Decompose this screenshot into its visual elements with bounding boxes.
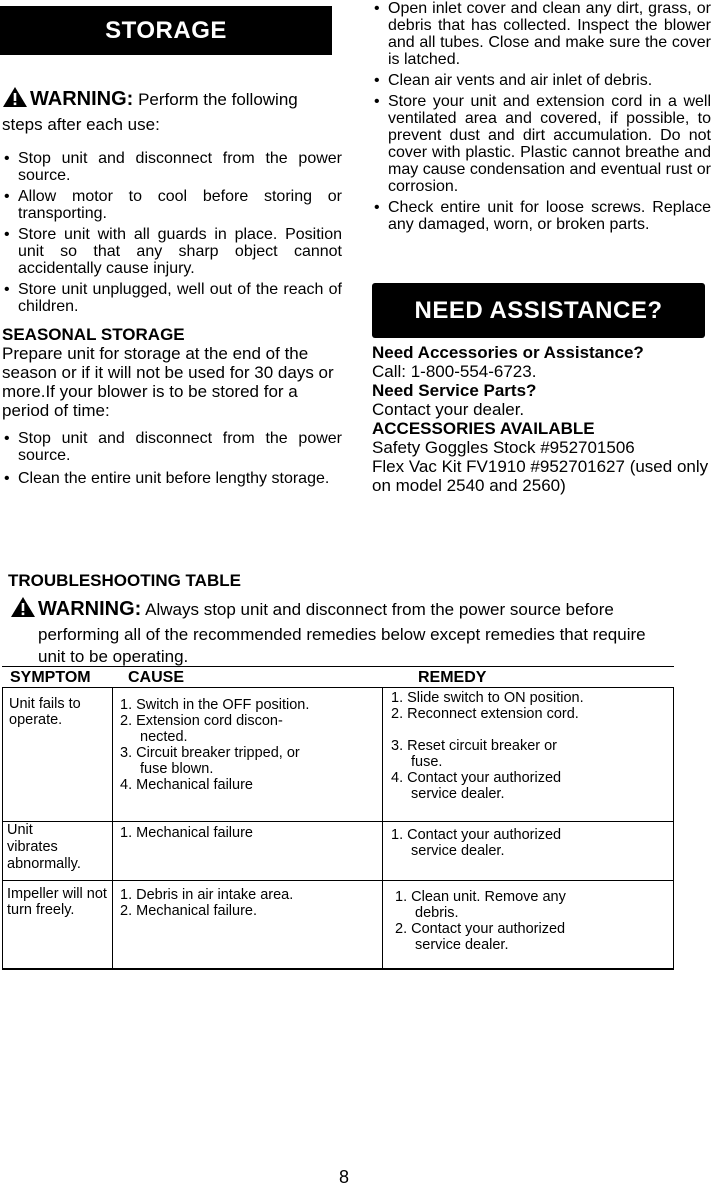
- flex-vac-item: Flex Vac Kit FV1910 #952701627 (used only on model 2540 and 2560): [372, 457, 709, 495]
- storage-warning: [2, 86, 342, 136]
- column-header-remedy: REMEDY: [418, 669, 487, 686]
- remedy-item: service dealer.: [411, 786, 505, 802]
- cause-item: 2. Extension cord discon-: [120, 713, 283, 729]
- table-bottom-rule: [2, 968, 674, 970]
- seasonal-steps-left: [2, 430, 342, 487]
- table-top-rule: [2, 666, 674, 667]
- table-row-2-causes: [120, 825, 375, 841]
- remedy-item: debris.: [415, 905, 459, 921]
- column-header-cause: CAUSE: [128, 669, 185, 686]
- storage-warning-word: WARNING:: [30, 88, 134, 110]
- table-row-1-causes: [120, 697, 375, 793]
- storage-banner: [0, 6, 332, 55]
- remedy-item: 1. Clean unit. Remove any: [395, 889, 566, 905]
- table-row-2-symptom: Unit vibrates abnormally.: [7, 822, 81, 872]
- storage-warning-text: Perform the following steps after each use:: [2, 90, 298, 134]
- storage-left-column: [2, 86, 342, 491]
- storage-right-column: [372, 0, 711, 237]
- list-item: • Stop unit and disconnect from the power source.: [2, 430, 342, 464]
- list-item: • Stop unit and disconnect from the power source.: [2, 150, 342, 184]
- remedy-item: 1. Slide switch to ON position.: [391, 690, 584, 706]
- list-item: • Store unit with all guards in place. Position unit so that any sharp object cannot accidentally cause injury.: [2, 226, 342, 277]
- table-row-rule: [2, 821, 674, 822]
- remedy-item: 1. Contact your authorized: [391, 827, 562, 843]
- table-column-rule: [382, 688, 383, 970]
- column-header-symptom: SYMPTOM: [10, 669, 91, 686]
- remedy-item: 3. Reset circuit breaker or: [391, 738, 558, 754]
- cause-item: 2. Mechanical failure.: [120, 903, 258, 919]
- accessories-available-heading: ACCESSORIES AVAILABLE: [372, 419, 595, 438]
- table-row-3-remedies: [395, 889, 670, 953]
- cause-item: 1. Switch in the OFF position.: [120, 697, 310, 713]
- remedy-item: 2. Reconnect extension cord.: [391, 706, 579, 722]
- cause-item: nected.: [140, 729, 188, 745]
- cause-item: fuse blown.: [140, 761, 214, 777]
- troubleshooting-warning-first: Always stop unit and disconnect from the power source before: [145, 600, 614, 619]
- service-parts-text: Contact your dealer.: [372, 400, 525, 419]
- need-assistance-label: NEED ASSISTANCE?: [414, 296, 663, 324]
- warning-icon: [10, 596, 36, 624]
- table-header-rule: [2, 687, 674, 688]
- after-use-steps: [2, 150, 342, 315]
- table-left-rule: [2, 688, 3, 970]
- seasonal-storage-heading: SEASONAL STORAGE: [2, 325, 185, 344]
- page-number: 8: [339, 1167, 350, 1187]
- table-row-rule: [2, 880, 674, 881]
- seasonal-steps-right: [372, 0, 711, 233]
- call-text: Call: 1-800-554-6723.: [372, 362, 537, 381]
- list-item: • Allow motor to cool before storing or transporting.: [2, 188, 342, 222]
- safety-goggles-item: Safety Goggles Stock #952701506: [372, 438, 635, 457]
- list-item: • Check entire unit for loose screws. Replace any damaged, worn, or broken parts.: [372, 199, 711, 233]
- troubleshooting-table: [2, 666, 674, 970]
- cause-item: 1. Debris in air intake area.: [120, 887, 294, 903]
- list-item: • Clean air vents and air inlet of debris.: [372, 72, 711, 89]
- list-item: • Clean the entire unit before lengthy storage.: [2, 470, 342, 487]
- table-row-3-symptom: Impeller will not turn freely.: [7, 886, 107, 918]
- seasonal-storage-intro: Prepare unit for storage at the end of the season or if it will not be used for 30 days or more.If your blower is to be stored for a period of time:: [2, 344, 334, 420]
- remedy-item: service dealer.: [411, 843, 505, 859]
- list-item: • Open inlet cover and clean any dirt, grass, or debris that has collected. Inspect the blower and all tubes. Close and make sure the cover is latched.: [372, 0, 711, 68]
- table-row-1-remedies: [391, 690, 666, 802]
- troubleshooting-title: TROUBLESHOOTING TABLE: [8, 571, 241, 590]
- remedy-item: service dealer.: [415, 937, 509, 953]
- assistance-section: [372, 343, 711, 495]
- need-assistance-banner: [372, 283, 705, 338]
- warning-icon: [2, 86, 28, 114]
- table-row-1-symptom: Unit fails to operate.: [9, 696, 81, 728]
- remedy-item: 4. Contact your authorized: [391, 770, 562, 786]
- cause-item: 3. Circuit breaker tripped, or: [120, 745, 300, 761]
- service-parts-heading: Need Service Parts?: [372, 381, 537, 400]
- remedy-item: 2. Contact your authorized: [395, 921, 566, 937]
- table-column-rule: [112, 688, 113, 970]
- cause-item: 1. Mechanical failure: [120, 825, 253, 841]
- troubleshooting-warning: [10, 596, 670, 668]
- list-item: • Store unit unplugged, well out of the reach of children.: [2, 281, 342, 315]
- storage-banner-label: STORAGE: [105, 16, 227, 44]
- remedy-item: fuse.: [411, 754, 443, 770]
- list-item: • Store your unit and extension cord in a well ventilated area and covered, if possible, to prevent dust and dirt accumulation. Do not cover with plastic. Plastic cannot breathe and may cause condensation and eventual rust or corrosion.: [372, 93, 711, 195]
- cause-item: 4. Mechanical failure: [120, 777, 253, 793]
- table-row-2-remedies: [391, 827, 666, 859]
- troubleshooting-warning-rest: performing all of the recommended remedies below except remedies that require unit to be operating.: [38, 625, 646, 666]
- troubleshooting-warning-word: WARNING:: [38, 598, 142, 620]
- table-right-rule: [673, 688, 674, 970]
- accessories-heading: Need Accessories or Assistance?: [372, 343, 644, 362]
- table-row-3-causes: [120, 887, 375, 919]
